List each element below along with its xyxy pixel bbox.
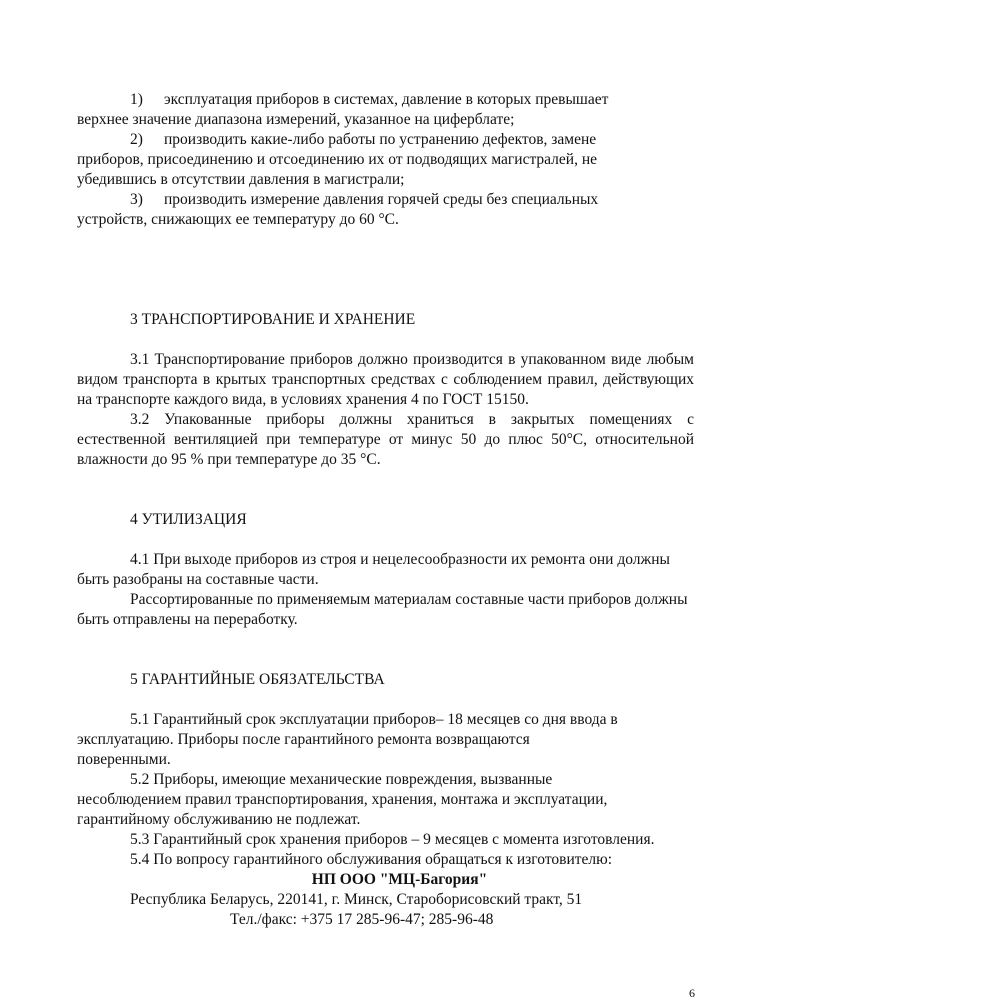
list-text-continuation: верхнее значение диапазона измерений, указанное на циферблате;: [77, 111, 515, 128]
document-page: [77, 90, 694, 930]
manufacturer-name: НП ООО "МЦ-Багория": [311, 871, 488, 888]
list-text: эксплуатация приборов в системах, давление в которых превышает: [164, 91, 609, 108]
list-item: [77, 90, 694, 110]
list-text-continuation: устройств, снижающих ее температуру до 60 °С.: [77, 211, 399, 228]
paragraph: 4.1 При выходе приборов из строя и нецелесообразности их ремонта они должны быть разобраны на составные части.: [77, 551, 670, 588]
paragraph-line: поверенными.: [77, 751, 171, 768]
list-text-continuation: приборов, присоединению и отсоединению их от подводящих магистралей, не: [77, 151, 598, 168]
list-item: [77, 130, 694, 150]
paragraph-line: эксплуатацию. Приборы после гарантийного ремонта возвращаются: [77, 731, 530, 748]
section-heading: 5 ГАРАНТИЙНЫЕ ОБЯЗАТЕЛЬСТВА: [130, 671, 385, 688]
paragraph: 5.3 Гарантийный срок хранения приборов – 9 месяцев с момента изготовления.: [130, 831, 655, 848]
paragraph-line: несоблюдением правил транспортирования, хранения, монтажа и эксплуатации,: [77, 791, 608, 808]
list-text: производить измерение давления горячей среды без специальных: [164, 191, 599, 208]
list-number: 2): [130, 131, 143, 148]
paragraph: 3.2 Упакованные приборы должны храниться в закрытых помещениях с естественной вентиляцией при температуре от минус 50 до плюс 50°С, относительной влажности до 95 % при температуре до 35 °С.: [77, 411, 694, 468]
list-number: 3): [130, 191, 143, 208]
restrictions-list: [77, 90, 694, 230]
manufacturer-phone: Тел./факс: +375 17 285-96-47; 285-96-48: [230, 911, 494, 928]
section-disposal: [77, 510, 694, 630]
paragraph: Рассортированные по применяемым материалам составные части приборов должны быть отправлены на переработку.: [77, 591, 688, 628]
section-heading: 3 ТРАНСПОРТИРОВАНИЕ И ХРАНЕНИЕ: [130, 311, 416, 328]
paragraph-line: 5.2 Приборы, имеющие механические повреждения, вызванные: [130, 771, 553, 788]
manufacturer-address: Республика Беларусь, 220141, г. Минск, Староборисовский тракт, 51: [130, 891, 583, 908]
page-number: 6: [689, 986, 695, 1000]
paragraph-line: 5.1 Гарантийный срок эксплуатации приборов– 18 месяцев со дня ввода в: [130, 711, 618, 728]
paragraph-line: гарантийному обслуживанию не подлежат.: [77, 811, 361, 828]
list-item: [77, 190, 694, 210]
section-heading: 4 УТИЛИЗАЦИЯ: [130, 511, 247, 528]
list-text-continuation: убедившись в отсутствии давления в магистрали;: [77, 171, 405, 188]
section-transport-storage: [77, 310, 694, 470]
paragraph: 5.4 По вопросу гарантийного обслуживания обращаться к изготовителю:: [130, 851, 613, 868]
section-warranty: [77, 670, 694, 930]
paragraph: 3.1 Транспортирование приборов должно производится в упакованном виде любым видом транспорта в крытых транспортных средствах с соблюдением правил, действующих на транспорте каждого вида, в условиях хранения 4 по ГОСТ 15150.: [77, 351, 694, 408]
list-number: 1): [130, 91, 143, 108]
list-text: производить какие-либо работы по устранению дефектов, замене: [164, 131, 597, 148]
